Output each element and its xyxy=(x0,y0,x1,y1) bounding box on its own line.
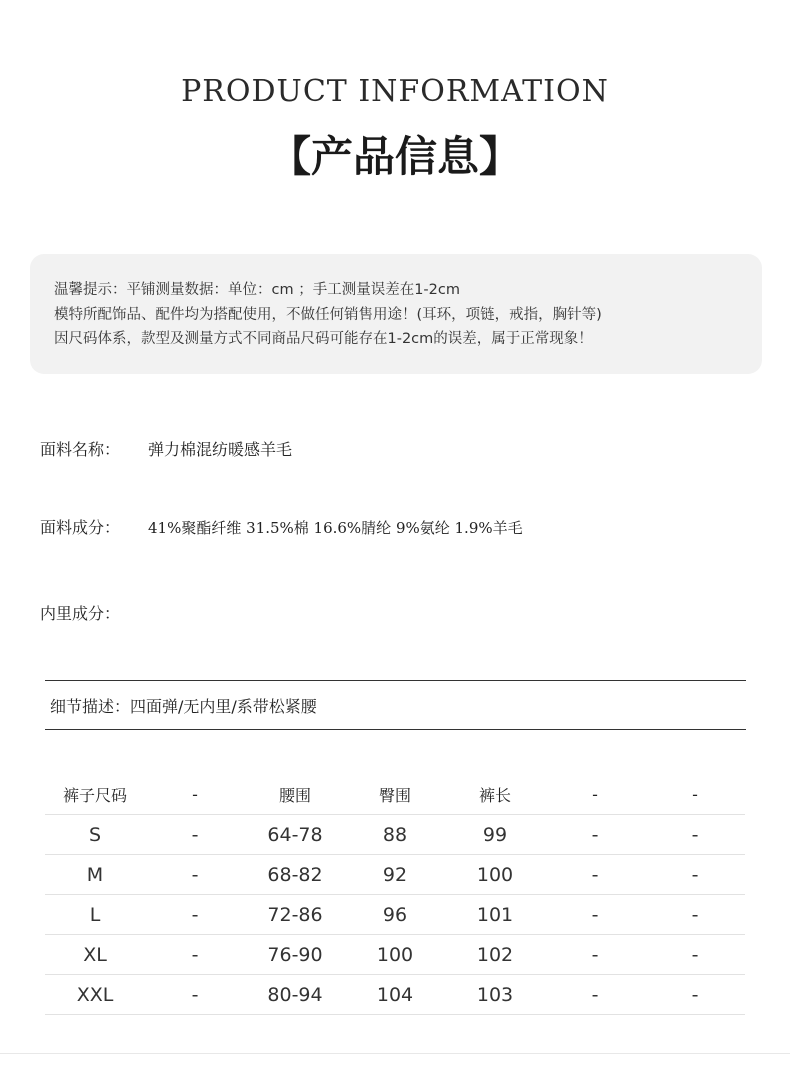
table-cell: - xyxy=(545,815,645,855)
lining-row xyxy=(40,601,148,624)
table-cell: 80-94 xyxy=(245,975,345,1015)
table-cell: 68-82 xyxy=(245,855,345,895)
fabric-composition-value: 41%聚酯纤维 31.5%棉 16.6%腈纶 9%氨纶 1.9%羊毛 xyxy=(148,519,523,537)
fabric-name-label: 面料名称： xyxy=(40,440,121,459)
table-cell: 96 xyxy=(345,895,445,935)
table-cell: - xyxy=(645,975,745,1015)
table-header-cell: 裤长 xyxy=(445,775,545,815)
fabric-composition-row xyxy=(40,515,523,538)
divider-top xyxy=(45,680,746,681)
table-cell: - xyxy=(545,855,645,895)
detail-row xyxy=(50,694,317,717)
table-cell: - xyxy=(545,975,645,1015)
table-header-cell: 腰围 xyxy=(245,775,345,815)
table-cell: 64-78 xyxy=(245,815,345,855)
notice-box xyxy=(30,254,762,374)
table-cell: - xyxy=(645,895,745,935)
table-cell: XL xyxy=(45,935,145,975)
table-cell: 100 xyxy=(345,935,445,975)
table-cell: - xyxy=(145,975,245,1015)
table-header-row xyxy=(45,775,745,815)
detail-value: 四面弹/无内里/系带松紧腰 xyxy=(130,697,317,716)
table-cell: 88 xyxy=(345,815,445,855)
table-cell: 100 xyxy=(445,855,545,895)
fabric-name-row xyxy=(40,437,292,460)
table-cell: 104 xyxy=(345,975,445,1015)
table-row xyxy=(45,815,745,855)
table-cell: 103 xyxy=(445,975,545,1015)
table-cell: - xyxy=(545,895,645,935)
title-cn: 【产品信息】 xyxy=(268,132,521,181)
divider-bottom xyxy=(45,729,746,730)
detail-label: 细节描述： xyxy=(50,697,131,716)
notice-line: 温馨提示：平铺测量数据：单位：cm ；手工测量误差在1-2cm xyxy=(54,282,460,298)
table-header-cell: 裤子尺码 xyxy=(45,775,145,815)
table-cell: 99 xyxy=(445,815,545,855)
table-cell: - xyxy=(545,935,645,975)
table-cell: - xyxy=(145,855,245,895)
table-cell: - xyxy=(645,815,745,855)
table-cell: 92 xyxy=(345,855,445,895)
footer-divider xyxy=(0,1053,790,1054)
table-row xyxy=(45,895,745,935)
table-cell: - xyxy=(645,935,745,975)
table-cell: L xyxy=(45,895,145,935)
table-header-cell: - xyxy=(645,775,745,815)
table-cell: 72-86 xyxy=(245,895,345,935)
size-table xyxy=(45,775,745,1015)
table-cell: M xyxy=(45,855,145,895)
notice-line: 模特所配饰品、配件均为搭配使用，不做任何销售用途！(耳环，项链，戒指，胸针等) xyxy=(54,306,602,323)
fabric-composition-label: 面料成分： xyxy=(40,518,121,537)
table-cell: XXL xyxy=(45,975,145,1015)
table-row xyxy=(45,975,745,1015)
title-en: PRODUCT INFORMATION xyxy=(181,74,609,109)
table-header-cell: - xyxy=(545,775,645,815)
lining-label: 内里成分： xyxy=(40,604,121,623)
table-cell: - xyxy=(145,935,245,975)
notice-line: 因尺码体系，款型及测量方式不同商品尺码可能存在1-2cm的误差，属于正常现象！ xyxy=(54,331,593,347)
table-cell: S xyxy=(45,815,145,855)
table-cell: 76-90 xyxy=(245,935,345,975)
table-row xyxy=(45,935,745,975)
table-header-cell: 臀围 xyxy=(345,775,445,815)
table-cell: - xyxy=(145,815,245,855)
table-row xyxy=(45,855,745,895)
table-cell: 102 xyxy=(445,935,545,975)
fabric-name-value: 弹力棉混纺暖感羊毛 xyxy=(148,440,293,459)
table-header-cell: - xyxy=(145,775,245,815)
table-cell: 101 xyxy=(445,895,545,935)
table-cell: - xyxy=(145,895,245,935)
table-cell: - xyxy=(645,855,745,895)
